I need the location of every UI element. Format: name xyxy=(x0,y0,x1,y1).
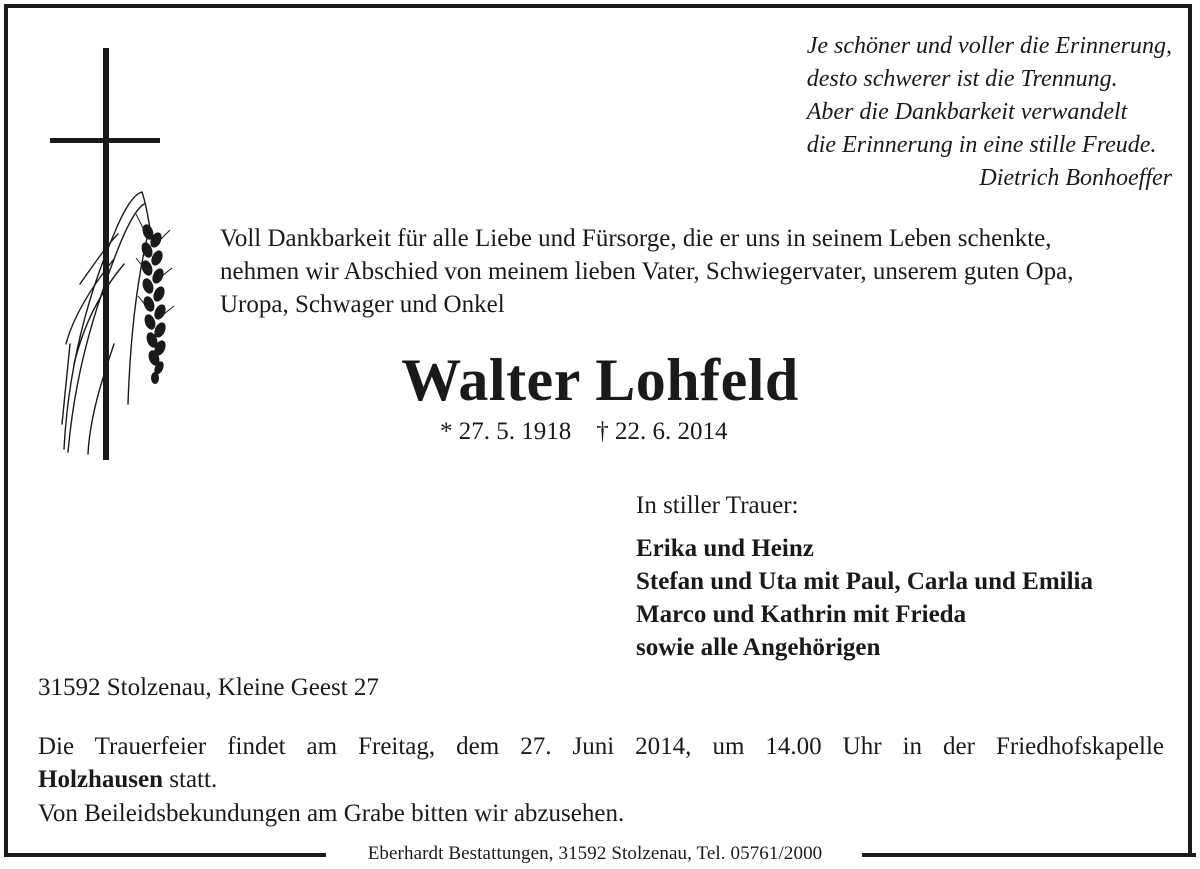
quote-line: Je schöner und voller die Erinnerung, xyxy=(806,33,1172,59)
ceremony-line: Die Trauerfeier findet am Freitag, dem 27. Juni 2014, um 14.00 Uhr in der Friedhofskapelle xyxy=(38,733,1164,760)
ceremony-line-2 xyxy=(38,763,1164,796)
funeral-home-footer: Eberhardt Bestattungen, 31592 Stolzenau, Tel. 05761/2000 xyxy=(367,843,823,864)
mourner-entry: Stefan und Uta mit Paul, Carla und Emilia xyxy=(636,568,1094,595)
deceased-name: Walter Lohfeld xyxy=(401,347,799,413)
quote-line: desto schwerer ist die Trennung. xyxy=(806,66,1118,92)
condolence-request: Von Beileidsbekundungen am Grabe bitten wir abzusehen. xyxy=(38,800,625,827)
mourners-list xyxy=(636,532,1093,664)
mourner-entry: Marco und Kathrin mit Frieda xyxy=(636,601,967,628)
quote-line: die Erinnerung in eine stille Freude. xyxy=(806,132,1157,158)
quote-author: Dietrich Bonhoeffer xyxy=(979,165,1172,191)
cross-with-wheat-icon xyxy=(44,44,184,464)
mourning-label: In stiller Trauer: xyxy=(636,492,799,519)
life-dates: * 27. 5. 1918 † 22. 6. 2014 xyxy=(440,418,728,445)
intro-text xyxy=(220,222,1180,321)
quote-line: Aber die Dankbarkeit verwandelt xyxy=(806,99,1128,125)
intro-line: Uropa, Schwager und Onkel xyxy=(220,291,505,318)
footer-rule-right xyxy=(862,853,1196,857)
ceremony-suffix: statt. xyxy=(163,766,218,793)
intro-line: nehmen wir Abschied von meinem lieben Vater, Schwiegervater, unserem guten Opa, xyxy=(220,258,1074,285)
mourner-entry: sowie alle Angehörigen xyxy=(636,634,881,661)
ceremony-place: Holzhausen xyxy=(38,766,164,793)
ceremony-notice xyxy=(38,730,1164,796)
footer-rule-left xyxy=(4,853,326,857)
bonhoeffer-quote xyxy=(807,30,1172,195)
mourner-entry: Erika und Heinz xyxy=(636,535,814,562)
intro-line: Voll Dankbarkeit für alle Liebe und Fürsorge, die er uns in seinem Leben schenkte, xyxy=(220,225,1052,252)
family-address: 31592 Stolzenau, Kleine Geest 27 xyxy=(38,674,379,701)
